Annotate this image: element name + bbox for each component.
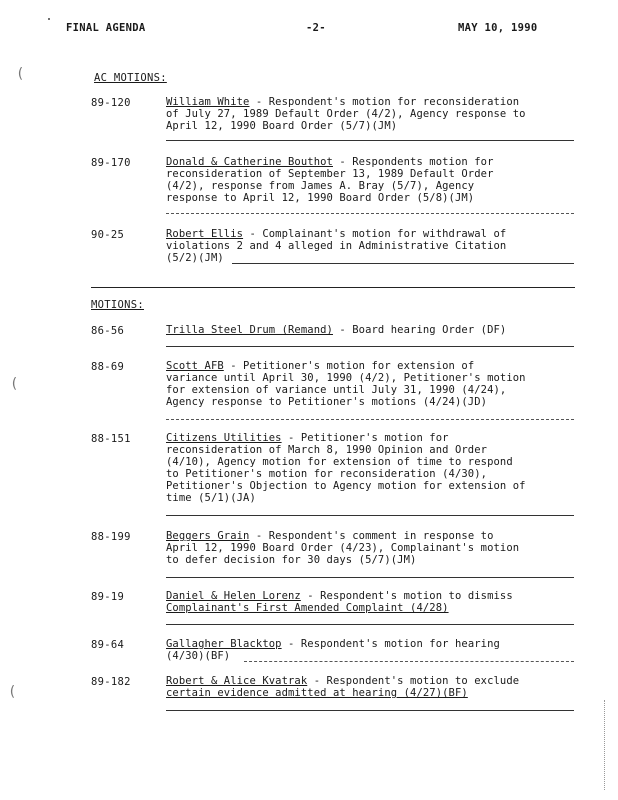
agenda-entry: Gallagher Blacktop - Respondent's motion for hearing (4/30)(BF) [166, 638, 500, 662]
section-title-ac-motions: AC MOTIONS: [94, 72, 167, 84]
party-name: Beggers Grain [166, 530, 250, 542]
signature-line [244, 661, 574, 662]
signature-line [166, 710, 574, 711]
docket-number: 88-151 [91, 433, 131, 445]
agenda-entry: Daniel & Helen Lorenz - Respondent's motion to dismiss Complainant's First Amended Complaint (4/28) [166, 590, 513, 614]
signature-line [166, 577, 574, 578]
agenda-entry: Beggers Grain - Respondent's comment in response to April 12, 1990 Board Order (4/23), Complainant's motion to defer decision for 30 days (5/7)(JM) [166, 530, 520, 566]
hole-punch-mark: ( [10, 376, 19, 392]
party-name: Donald & Catherine Bouthot [166, 156, 333, 168]
docket-number: 89-64 [91, 639, 125, 651]
party-name: Trilla Steel Drum (Remand) [166, 324, 333, 336]
agenda-entry: Robert Ellis - Complainant's motion for withdrawal of violations 2 and 4 alleged in Administrative Citation (5/2)(JM) [166, 228, 507, 264]
signature-line [166, 346, 574, 347]
signature-line [232, 263, 574, 264]
page-number: -2- [306, 22, 326, 34]
party-name: Daniel & Helen Lorenz [166, 590, 301, 602]
agenda-entry: Trilla Steel Drum (Remand) - Board hearing Order (DF) [166, 324, 507, 336]
party-name: Gallagher Blacktop [166, 638, 282, 650]
hole-punch-mark: ( [8, 684, 17, 700]
party-name: Scott AFB [166, 360, 224, 372]
docket-number: 89-170 [91, 157, 131, 169]
header-title: FINAL AGENDA [66, 22, 146, 34]
scan-mark [48, 18, 50, 20]
docket-number: 89-19 [91, 591, 125, 603]
signature-line [166, 515, 574, 516]
signature-line [166, 624, 574, 625]
section-title-motions: MOTIONS: [91, 299, 144, 311]
agenda-entry: Donald & Catherine Bouthot - Respondents motion for reconsideration of September 13, 1989 Default Order (4/2), response from James A. Bray (5/7), Agency response to April 12, 1990 Board Order (5/8)(JM) [166, 156, 494, 204]
section-divider [91, 287, 575, 288]
party-name: Robert & Alice Kvatrak [166, 675, 308, 687]
docket-number: 89-182 [91, 676, 131, 688]
docket-number: 89-120 [91, 97, 131, 109]
signature-line [166, 419, 574, 420]
docket-number: 90-25 [91, 229, 125, 241]
party-name: William White [166, 96, 250, 108]
docket-number: 88-69 [91, 361, 125, 373]
agenda-entry: Citizens Utilities - Petitioner's motion for reconsideration of March 8, 1990 Opinion and Order (4/10), Agency motion for extension of time to respond to Petitioner's motion for reconsideration (4/30), Petitioner's Objection to Agency motion for extension of time (5/1)(JA) [166, 432, 526, 504]
scan-edge [604, 700, 605, 790]
signature-line [166, 140, 574, 141]
docket-number: 88-199 [91, 531, 131, 543]
signature-line [166, 213, 574, 214]
agenda-entry: Scott AFB - Petitioner's motion for extension of variance until April 30, 1990 (4/2), Petitioner's motion for extension of variance until July 31, 1990 (4/24), Agency response to Petitioner's motions (4/24)(JD) [166, 360, 526, 408]
hole-punch-mark: ( [16, 66, 25, 82]
docket-number: 86-56 [91, 325, 125, 337]
header-date: MAY 10, 1990 [458, 22, 538, 34]
party-name: Citizens Utilities [166, 432, 282, 444]
agenda-entry: William White - Respondent's motion for reconsideration of July 27, 1989 Default Order (4/2), Agency response to April 12, 1990 Board Order (5/7)(JM) [166, 96, 526, 132]
agenda-entry: Robert & Alice Kvatrak - Respondent's motion to exclude certain evidence admitted at hearing (4/27)(BF) [166, 675, 520, 699]
party-name: Robert Ellis [166, 228, 244, 240]
